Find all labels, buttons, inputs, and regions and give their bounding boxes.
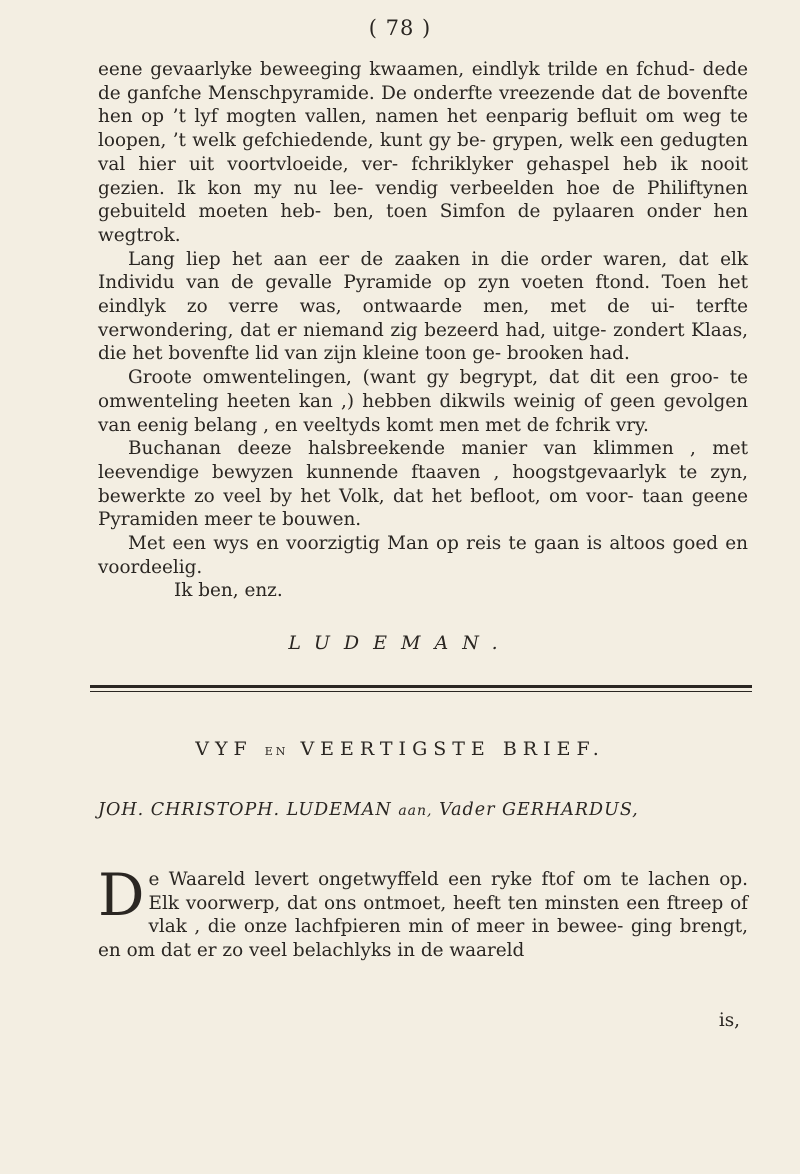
continuation-text (98, 58, 748, 603)
signoff: Ik ben, enz. (174, 580, 283, 602)
paragraph: Met een wys en voorzigtig Man op reis te gaan is altoos goed en voordeelig. (98, 533, 748, 578)
heading-part: EN (264, 745, 289, 758)
page-number: ( 78 ) (368, 16, 432, 40)
section-divider-thick (90, 685, 752, 688)
heading-part: VYF (195, 738, 253, 760)
paragraph: Lang liep het aan eer de zaaken in die order waren, dat elk Individu van de gevalle Pyramide op zyn voeten ftond. Toen het eindlyk zo verre was, ontwaarde men, met de ui- terfte verwondering, dat er niemand zig bezeerd had, uitge- zondert Klaas, die het bovenfte lid van zijn kleine toon ge- brooken had. (98, 248, 748, 365)
section-divider-thin (90, 691, 752, 692)
paragraph: eene gevaarlyke beweeging kwaamen, eindlyk trilde en fchud- dede de ganfche Menschpyramide. De onderfte vreezende dat de bovenfte hen op ’t lyf mogten vallen, namen het eenparig befluit om weg te loopen, ’t welk gefchiedende, kunt gy be- grypen, welk een gedugten val hier uit voortvloeide, ver- fchriklyker gehaspel heb ik nooit gezien. Ik kon my nu lee- vendig verbeelden hoe de Philiftynen gebuiteld moeten heb- ben, toen Simfon de pylaaren onder hen wegtrok. (98, 59, 748, 246)
address-recipient: Vader GERHARDUS, (439, 800, 639, 820)
letter-body-text: e Waareld levert ongetwyffeld een ryke ftof om te lachen op. Elk voorwerp, dat ons ontmoet, heeft ten minsten een ftreep of vlak , die onze lachfpieren min of meer in bewee- ging brengt, en om dat er zo veel belachlyks in de waareld (98, 869, 748, 962)
drop-cap: D (98, 861, 145, 929)
letter-address (98, 800, 748, 820)
address-connector: aan, (398, 803, 433, 819)
paragraph: Groote omwentelingen, (want gy begrypt, dat dit een groo- te omwenteling heeten kan ,) hebben dikwils weinig of geen gevolgen van eenig belang , en veeltyds komt men met de fchrik vry. (98, 367, 748, 436)
catchword: is, (718, 1010, 740, 1031)
address-sender: JOH. CHRISTOPH. LUDEMAN (98, 800, 392, 820)
heading-part: VEERTIGSTE BRIEF. (300, 738, 605, 760)
signature: LUDEMAN. (288, 632, 512, 654)
letter-body (98, 861, 748, 963)
paragraph: Buchanan deeze halsbreekende manier van klimmen , met leevendige bewyzen kunnende ftaaven , hoogstgevaarlyk te zyn, bewerkte zo veel by het Volk, dat het befloot, om voor- taan geene Pyramiden meer te bouwen. (98, 438, 748, 531)
letter-heading (0, 738, 800, 760)
